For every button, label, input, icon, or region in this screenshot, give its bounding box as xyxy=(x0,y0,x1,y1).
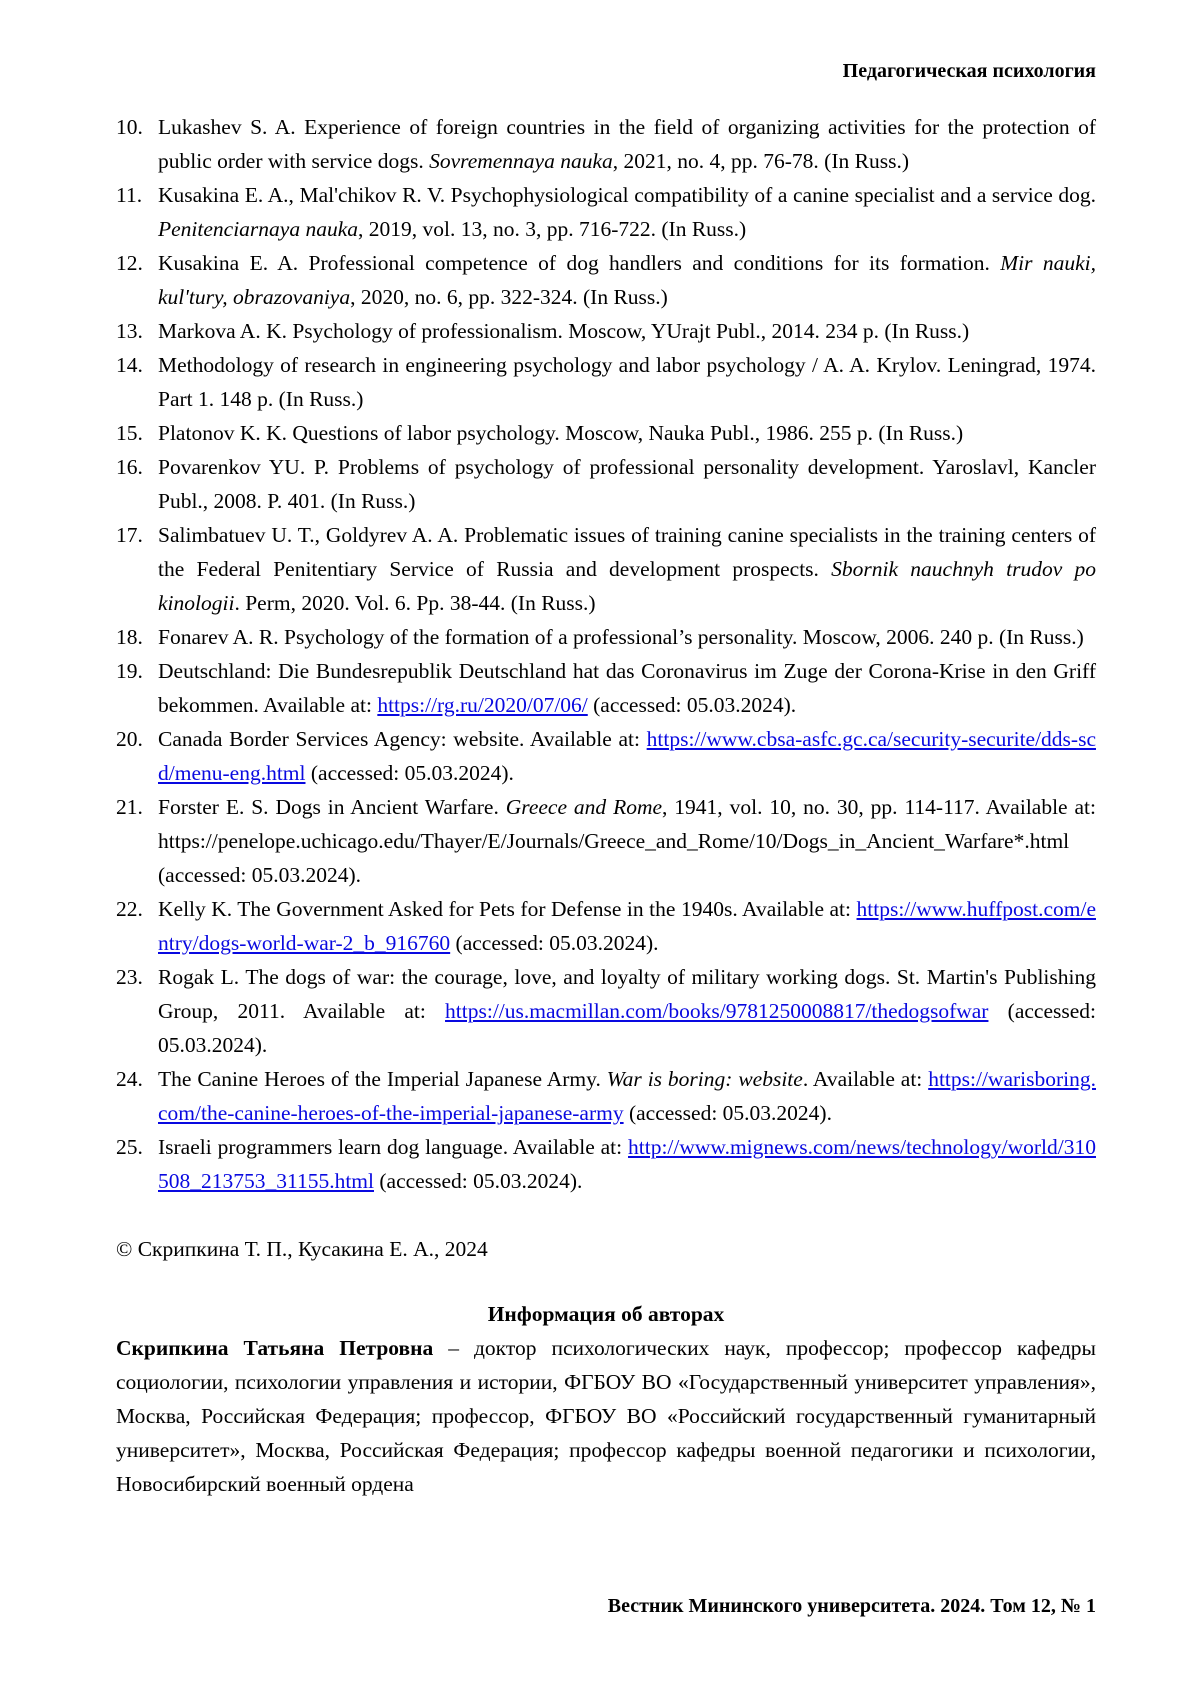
author-bio-text: – доктор психологических наук, профессор; профессор кафедры социологии, психологии управления и истории, ФГБОУ ВО «Государственный университет управления», Москва, Российская Федерация; профессор, ФГБОУ ВО «Российский государственный гуманитарный университет», Москва, Российская Федерация; профессор кафедры военной педагогики и психологии, Новосибирский военный ордена xyxy=(116,1336,1096,1496)
reference-link[interactable]: https://rg.ru/2020/07/06/ xyxy=(377,693,588,717)
reference-number: 25. xyxy=(116,1135,143,1159)
references-list xyxy=(116,110,1096,1198)
reference-item xyxy=(116,960,1096,1062)
reference-item xyxy=(116,110,1096,178)
reference-text: . Perm, 2020. Vol. 6. Pp. 38-44. (In Russ.) xyxy=(234,591,596,615)
reference-text: Deutschland: Die Bundesrepublik Deutschland hat das Coronavirus im Zuge der Corona-Krise in den Griff bekommen. Available at: xyxy=(158,659,1096,717)
reference-number: 15. xyxy=(116,421,143,445)
author-bio-paragraph xyxy=(116,1331,1096,1501)
reference-item xyxy=(116,450,1096,518)
reference-text: (accessed: 05.03.2024). xyxy=(305,761,514,785)
reference-item xyxy=(116,620,1096,654)
reference-link[interactable]: http://www.mignews.com/news/technology/world/310508_213753_31155.html xyxy=(158,1135,1096,1193)
reference-number: 13. xyxy=(116,319,143,343)
reference-text: Rogak L. The dogs of war: the courage, love, and loyalty of military working dogs. St. Martin's Publishing Group, 2011. Available at: xyxy=(158,965,1096,1023)
reference-number: 11. xyxy=(116,183,143,207)
reference-number: 23. xyxy=(116,965,143,989)
running-header: Педагогическая психология xyxy=(842,60,1096,82)
reference-item xyxy=(116,348,1096,416)
reference-link[interactable]: https://www.cbsa-asfc.gc.ca/security-securite/dds-scd/menu-eng.html xyxy=(158,727,1096,785)
reference-item xyxy=(116,518,1096,620)
reference-source-title: Greece and Rome xyxy=(505,795,663,819)
reference-source-title: Sovremennaya nauka xyxy=(429,149,613,173)
reference-text: The Canine Heroes of the Imperial Japanese Army. xyxy=(158,1067,607,1091)
reference-number: 17. xyxy=(116,523,143,547)
reference-source-title: Penitenciarnaya nauka xyxy=(158,217,359,241)
reference-text: , 1941, vol. 10, no. 30, pp. 114-117. Available at: https://penelope.uchicago.edu/Thayer/E/Journals/Greece_and_Rome/10/Dogs_in_Ancient_Warfare*.html (accessed: 05.03.2024). xyxy=(158,795,1096,887)
reference-number: 22. xyxy=(116,897,143,921)
reference-text: Fonarev A. R. Psychology of the formation of a professional’s personality. Moscow, 2006. 240 p. (In Russ.) xyxy=(158,625,1084,649)
reference-text: Lukashev S. A. Experience of foreign countries in the field of organizing activities for the protection of public order with service dogs. xyxy=(158,115,1096,173)
reference-number: 20. xyxy=(116,727,143,751)
reference-item xyxy=(116,1130,1096,1198)
reference-text: Povarenkov YU. P. Problems of psychology of professional personality development. Yaroslavl, Kancler Publ., 2008. P. 401. (In Russ.) xyxy=(158,455,1096,513)
reference-item xyxy=(116,1062,1096,1130)
reference-number: 24. xyxy=(116,1067,143,1091)
reference-text: (accessed: 05.03.2024). xyxy=(623,1101,832,1125)
reference-item xyxy=(116,314,1096,348)
authors-info-heading: Информация об авторах xyxy=(487,1302,725,1326)
reference-text: (accessed: 05.03.2024). xyxy=(587,693,797,717)
reference-text: Kusakina E. A. Professional competence of dog handlers and conditions for its formation. xyxy=(158,251,1001,275)
reference-link[interactable]: https://us.macmillan.com/books/9781250008817/thedogsofwar xyxy=(445,999,989,1023)
reference-link[interactable]: https://www.huffpost.com/entry/dogs-world-war-2_b_916760 xyxy=(158,897,1096,955)
copyright-line: © Скрипкина Т. П., Кусакина Е. А., 2024 xyxy=(116,1237,488,1261)
reference-item xyxy=(116,722,1096,790)
reference-number: 21. xyxy=(116,795,143,819)
reference-text: Methodology of research in engineering psychology and labor psychology / A. A. Krylov. Leningrad, 1974. Part 1. 148 p. (In Russ.) xyxy=(158,353,1096,411)
reference-item xyxy=(116,790,1096,892)
reference-text: Kelly K. The Government Asked for Pets for Defense in the 1940s. Available at: xyxy=(158,897,857,921)
reference-item xyxy=(116,892,1096,960)
reference-item xyxy=(116,178,1096,246)
reference-source-title: Mir nauki, kul'tury, obrazovaniya xyxy=(158,251,1096,309)
reference-text: , 2021, no. 4, pp. 76-78. (In Russ.) xyxy=(612,149,909,173)
reference-text: Israeli programmers learn dog language. Available at: xyxy=(158,1135,629,1159)
reference-number: 10. xyxy=(116,115,143,139)
reference-text: , 2020, no. 6, pp. 322-324. (In Russ.) xyxy=(350,285,668,309)
reference-source-title: War is boring: website xyxy=(606,1067,803,1091)
reference-text: . Available at: xyxy=(802,1067,929,1091)
reference-source-title: Sbornik nauchnyh trudov po kinologii xyxy=(158,557,1096,615)
reference-number: 19. xyxy=(116,659,143,683)
reference-text: Kusakina E. A., Mal'chikov R. V. Psychophysiological compatibility of a canine specialist and a service dog. xyxy=(158,183,1096,207)
reference-item xyxy=(116,654,1096,722)
journal-footer: Вестник Мининского университета. 2024. Том 12, № 1 xyxy=(607,1595,1096,1617)
reference-text: Forster E. S. Dogs in Ancient Warfare. xyxy=(158,795,506,819)
reference-text: Salimbatuev U. T., Goldyrev A. A. Problematic issues of training canine specialists in the training centers of the Federal Penitentiary Service of Russia and development prospects. xyxy=(158,523,1096,581)
reference-item xyxy=(116,246,1096,314)
reference-text: (accessed: 05.03.2024). xyxy=(374,1169,583,1193)
reference-text: Platonov K. K. Questions of labor psychology. Moscow, Nauka Publ., 1986. 255 p. (In Russ.) xyxy=(158,421,964,445)
reference-text: (accessed: 05.03.2024). xyxy=(158,999,1096,1057)
reference-text: (accessed: 05.03.2024). xyxy=(450,931,659,955)
author-name: Скрипкина Татьяна Петровна xyxy=(116,1336,434,1360)
reference-number: 14. xyxy=(116,353,143,377)
reference-text: Canada Border Services Agency: website. Available at: xyxy=(158,727,647,751)
reference-number: 18. xyxy=(116,625,143,649)
reference-text: Markova A. K. Psychology of professionalism. Moscow, YUrajt Publ., 2014. 234 p. (In Russ.) xyxy=(158,319,970,343)
reference-link[interactable]: https://warisboring.com/the-canine-heroes-of-the-imperial-japanese-army xyxy=(158,1067,1096,1125)
reference-number: 12. xyxy=(116,251,143,275)
reference-item xyxy=(116,416,1096,450)
reference-text: , 2019, vol. 13, no. 3, pp. 716-722. (In Russ.) xyxy=(358,217,747,241)
reference-number: 16. xyxy=(116,455,143,479)
